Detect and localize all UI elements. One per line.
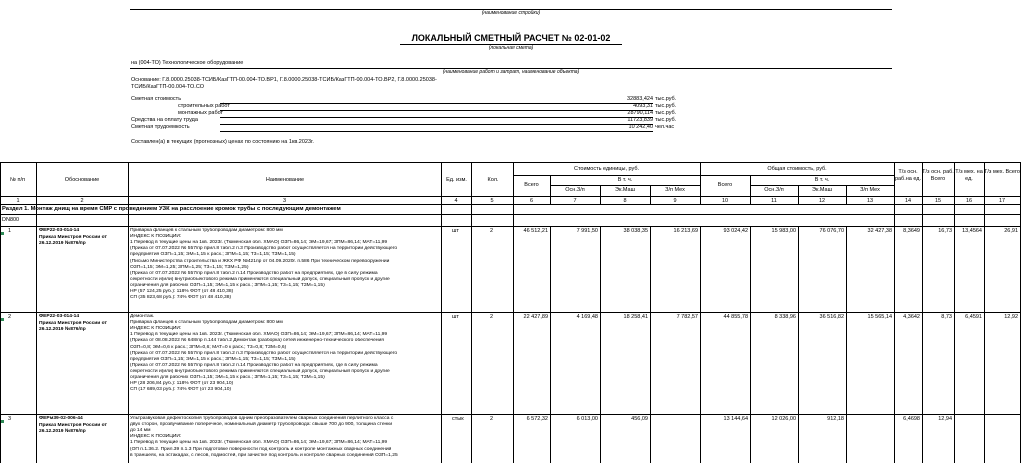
row-description-line: (ОП п.1.36.2. Прил.39 п.1.3 При подготовке поверхности под контроль и контроле монтажных сварных соединений <box>130 446 392 452</box>
row-u-zpm: 7 782,57 <box>676 314 698 320</box>
column-number: 17 <box>998 198 1006 204</box>
column-number: 7 <box>573 198 577 204</box>
row-description-line: ограничения для рабочих ОЗП=1,15; ЭМ=1,15 к расх.; ЗПМ=1,15; Т3=1,15; ТЗМ=1,15) <box>130 375 325 380</box>
cost-unit: тыс.руб. <box>655 103 677 109</box>
row-description-line: НР (57 124,25 руб.): 118% ФОТ (от 48 410,38) <box>130 289 234 294</box>
grid-line <box>0 414 1020 415</box>
cost-underline <box>220 131 653 132</box>
row-basis: ФЕРм39-02-006-44 <box>39 416 83 421</box>
cost-unit: тыс.руб. <box>655 117 677 123</box>
row-t-zpm: 15 565,14 <box>867 314 892 320</box>
row-description-line: предприятия ОЗП=1,15; ЭМ=1,15 к расх.; ЗПМ=1,15; Т3=1,15; ТЗМ=1,15) <box>130 356 296 362</box>
col-total-incl-header: В т. ч. <box>814 177 830 183</box>
cost-value: 10 242,40 <box>628 124 653 130</box>
row-basis: Приказ Минстроя России от <box>39 422 107 428</box>
cost-value: 32883,424 <box>627 96 653 102</box>
work-caption: (наименование работ и затрат, наименование объекта) <box>442 69 580 75</box>
row-description-line: СП (17 689,03 руб.): 74% ФОТ (от 23 904,10) <box>130 387 232 393</box>
row-u-total: 46 512,21 <box>523 228 548 234</box>
row-description-line: (Приказ от 07.07.2022 № 557/пр прил.8 табл.2 п.3 Производство работ осуществляется на территории действующего <box>130 246 398 252</box>
grid-line <box>1020 162 1021 463</box>
row-t-mash: 76 076,70 <box>819 228 844 234</box>
column-number: 15 <box>934 198 942 204</box>
grid-line <box>0 226 1020 227</box>
row-description-line: 1 Перевод в текущие цены на 1кв. 2023г. (Тюменская обл. ХМАО) ОЗП=86,14; ЭМ=19,67; ЗПМ=86,14; МАТ=11,99 <box>130 240 388 246</box>
row-to-ed: 4,3642 <box>903 314 920 320</box>
column-number: 6 <box>529 198 534 204</box>
row-basis: Приказ Минстроя России от <box>39 320 107 326</box>
row-description-line: ИНДЕКС К ПОЗИЦИИ: <box>130 234 182 240</box>
row-qty: 2 <box>490 416 494 422</box>
row-unit: стык <box>452 416 464 422</box>
col-unit-zpm-header: З/п Мех <box>665 187 685 193</box>
row-description-line: (Письмо Министерства строительства и ЖКХ РФ №421пр от 04.09.2020г. п.586 При техническом перевооружении <box>130 258 390 264</box>
row-t-mash: 912,18 <box>827 416 844 422</box>
grid-line <box>650 226 651 463</box>
grid-line <box>513 175 894 176</box>
row-description-line: двух сторон, прозвучивание поперечное, номинальный диаметр трубопровода: свыше 700 до 900, толщина стенки <box>130 422 393 428</box>
row-description-line: ОЗП=1,15; ЭМ=1,25; ЗПМ=1,25; Т3=1,15; ТЗМ=1,25) <box>130 264 249 270</box>
row-number: 3 <box>8 416 12 422</box>
row-t-osn: 12 026,00 <box>771 416 796 422</box>
cost-label: монтажных работ <box>178 110 224 116</box>
col-total-osn-header: Осн.З/п <box>764 187 784 193</box>
cost-value: 4093,31 <box>633 103 653 109</box>
col-tz-mekh-all-header: Т/з мех. Всего <box>984 169 1020 175</box>
row-description-line: 1 Перевод в текущие цены на 1кв. 2023г. (Тюменская обл. ХМАО) ОЗП=86,14; ЭМ=19,67; ЗПМ=86,14; МАТ=11,99 <box>130 440 388 446</box>
grid-line <box>0 162 1 463</box>
grid-line <box>922 162 923 463</box>
column-number: 4 <box>454 198 458 204</box>
row-u-osn: 7 991,50 <box>576 228 598 234</box>
row-t-total: 93 024,42 <box>723 228 748 234</box>
grid-line <box>550 185 700 186</box>
grid-line <box>750 175 751 204</box>
object-caption: (наименование стройки) <box>481 10 541 16</box>
row-description-line: до 14 мм <box>130 428 151 434</box>
row-description-line: (Приказ от 08.08.2022 № 648/пр п.144 табл.2 Демонтаж (разборка) сетей инженерно-технического обеспечения <box>130 338 384 344</box>
row-to-all: 12,94 <box>938 416 952 422</box>
grid-line <box>894 162 895 463</box>
col-unit-total-header: Всего <box>524 182 539 188</box>
row-description-line: (Приказ от 07.07.2022 № 557/пр прил.8 табл.2 п.14 Производство работ на предприятиях, где в силу режима <box>130 362 378 368</box>
row-description-line: секретности и(или) внутриобъектового режима применяются специальный допуск, специальный пропуск и другие <box>130 276 390 282</box>
grid-line <box>954 162 955 463</box>
grid-line <box>471 162 472 463</box>
row-to-ed: 6,4698 <box>903 416 920 422</box>
cell-marker-icon <box>1 232 4 235</box>
row-tm-ed: 13,4564 <box>962 228 982 234</box>
row-description-line: предприятия ОЗП=1,15; ЭМ=1,15 к расх.; ЗПМ=1,15; Т3=1,15; ТЗМ=1,15) <box>130 252 296 258</box>
row-basis: Приказ Минстроя России от <box>39 234 107 240</box>
cell-marker-icon <box>1 420 4 423</box>
subsection-title: DN800 <box>2 217 20 223</box>
row-unit: шт <box>452 314 459 320</box>
col-basis-header: Обоснование <box>64 177 100 183</box>
column-number: 13 <box>866 198 874 204</box>
col-qty-header: Кол. <box>487 177 499 183</box>
col-to-osn-all-header: Т/з осн. раб. Всего <box>922 169 954 182</box>
grid-line <box>750 185 894 186</box>
row-u-total: 6 572,32 <box>526 416 548 422</box>
row-t-total: 13 144,64 <box>723 416 748 422</box>
row-t-osn: 8 338,96 <box>774 314 796 320</box>
cost-label: Сметная трудоемкость <box>131 124 190 130</box>
cost-unit: тыс.руб. <box>655 96 677 102</box>
row-description-line: СП (35 823,68 руб.): 74% ФОТ (от 48 410,38) <box>130 295 232 301</box>
col-name-header: Наименование <box>265 177 305 183</box>
col-unitcost-header: Стоимость единицы, руб. <box>573 166 640 172</box>
grid-line <box>36 162 37 463</box>
grid-line <box>798 185 799 204</box>
row-description-line: НР (28 206,84 руб.): 118% ФОТ (от 23 904,10) <box>130 381 234 387</box>
column-number: 2 <box>80 198 84 204</box>
column-number: 11 <box>771 198 777 204</box>
row-tm-all: 26,91 <box>1004 228 1018 234</box>
row-tm-ed: 6,4591 <box>965 314 982 320</box>
section-title: Раздел 1. Монтаж днищ на время СМР с проведением УЗК на расслоение кромок трубы с последующим демонтажем <box>2 206 341 212</box>
row-description-line: Приварка фланцев к стальным трубопроводам диаметром: 800 мм <box>130 228 283 233</box>
doc-title: ЛОКАЛЬНЫЙ СМЕТНЫЙ РАСЧЕТ № 02-01-02 <box>411 33 611 43</box>
col-total-mash-header: Эк.Маш <box>811 187 832 193</box>
row-u-osn: 4 169,48 <box>576 314 598 320</box>
row-basis: 26.12.2019 №876/пр <box>39 429 86 435</box>
row-number: 1 <box>8 228 12 234</box>
row-to-ed: 8,3649 <box>903 228 920 234</box>
grid-line <box>650 185 651 204</box>
grid-line <box>846 185 847 204</box>
grid-line <box>0 312 1020 313</box>
column-number: 3 <box>282 198 287 204</box>
grid-line <box>0 162 1020 163</box>
row-t-total: 44 855,78 <box>723 314 748 320</box>
row-qty: 2 <box>490 314 494 320</box>
work-name: на (004-ТО) Технологическое оборудование <box>131 60 244 66</box>
col-total-zpm-header: З/п Мех <box>860 187 880 193</box>
cost-label: Сметная стоимость <box>131 96 182 102</box>
col-total-total-header: Всего <box>717 182 733 188</box>
row-to-all: 16,73 <box>938 228 952 234</box>
grid-line <box>700 162 701 204</box>
row-t-mash: 36 516,82 <box>819 314 844 320</box>
grid-line <box>600 185 601 204</box>
row-basis: 26.12.2019 №876/пр <box>39 241 86 247</box>
row-number: 2 <box>8 314 12 320</box>
grid-line <box>441 162 442 463</box>
grid-line <box>0 214 1020 215</box>
row-description-line: Приварка фланцев к стальным трубопроводам диаметром: 800 мм <box>130 320 283 326</box>
grid-line <box>0 204 1020 205</box>
column-number: 9 <box>673 198 677 204</box>
row-description-line: 1 Перевод в текущие цены на 1кв. 2023г. (Тюменская обл. ХМАО) ОЗП=86,14; ЭМ=19,67; ЗПМ=86,14; МАТ=11,99 <box>130 332 388 338</box>
grid-line <box>700 226 701 463</box>
row-basis: ФЕР22-03-014-14 <box>39 314 80 319</box>
row-u-total: 22 427,89 <box>523 314 548 320</box>
row-description-line: (Приказ от 07.07.2022 № 557/пр прил.8 табл.2 п.14 Производство работ на предприятиях, где в силу режима <box>130 270 378 276</box>
column-number: 12 <box>818 198 826 204</box>
col-unit-incl-header: В т. ч. <box>617 177 633 183</box>
row-t-zpm: 32 427,38 <box>867 228 892 234</box>
grid-line <box>750 226 751 463</box>
grid-line <box>128 162 129 463</box>
basis-line-2: ТСИБ/КазГТП-00.004-ТО.СО <box>131 84 204 90</box>
column-number: 16 <box>965 198 973 204</box>
prices-note: Составлен(а) в текущих (прогнозных) ценах по состоянию на 1кв.2023г. <box>131 139 314 145</box>
grid-line <box>513 162 514 463</box>
cost-unit: чел.час <box>655 124 675 130</box>
row-to-all: 8,73 <box>941 314 952 320</box>
grid-line <box>984 162 985 463</box>
col-to-osn-ed-header: Т/з осн. раб.на ед. <box>894 169 922 182</box>
row-description-line: ИНДЕКС К ПОЗИЦИИ: <box>130 326 182 332</box>
grid-line <box>550 175 551 204</box>
row-u-mash: 18 258,41 <box>623 314 648 320</box>
column-number: 10 <box>721 198 729 204</box>
col-totalcost-header: Общая стоимость, руб. <box>767 166 827 172</box>
column-number: 1 <box>16 198 20 204</box>
grid-line <box>846 226 847 463</box>
col-unit-osn-header: Осн.З/п <box>565 187 585 193</box>
column-number: 5 <box>490 198 494 204</box>
row-description-line: в траншеях, на эстакадах, с лесов, подмостей, при зачистке под контроль и контроле сварных соединений ОЗП=1,25 <box>130 452 398 458</box>
col-unit-mash-header: Эк.Маш <box>614 187 635 193</box>
row-description-line: Ультразвуковая дефектоскопия трубопроводов одним преобразователем сварных соединений перлитного класса с <box>130 416 394 421</box>
row-u-osn: 6 013,00 <box>576 416 598 422</box>
row-u-mash: 38 038,35 <box>623 228 648 234</box>
row-qty: 2 <box>490 228 494 234</box>
cost-value: 28790,114 <box>627 110 653 116</box>
grid-line <box>798 226 799 463</box>
column-number: 14 <box>904 198 912 204</box>
cost-unit: тыс.руб. <box>655 110 677 116</box>
row-u-zpm: 16 213,69 <box>673 228 698 234</box>
col-unit-header: Ед. изм. <box>446 177 467 183</box>
col-npp-header: № п/п <box>10 177 25 183</box>
row-unit: шт <box>452 228 459 234</box>
cell-marker-icon <box>1 318 4 321</box>
row-description-line: (Приказ от 07.07.2022 № 557/пр прил.8 табл.2 п.3 Производство работ осуществляется на территории действующего <box>130 350 398 356</box>
row-description-line: ограничения для рабочих ОЗП=1,15; ЭМ=1,15 к расх.; ЗПМ=1,15; Т3=1,15; ТЗМ=1,15) <box>130 282 325 288</box>
row-u-mash: 456,09 <box>631 416 648 422</box>
row-description-line: секретности и(или) внутриобъектового режима применяются специальный допуск, специальный пропуск и другие <box>130 368 390 374</box>
cost-value: 11723,839 <box>627 117 653 123</box>
grid-line <box>600 226 601 463</box>
row-description-line: ОЗП=0,8; ЭМ=0,6 к расх.; ЗПМ=0,6; МАТ=0 к расх.; Т3=0,8; ТЗМ=0,6) <box>130 344 287 350</box>
basis-line-1: Основание: Г.8.0000.25038-ТСИБ/КазГТП-00.004-ТО.ВР1, Г.8.0000.25038-ТСИБ/КазГТП-00.004-ТО.ВР2, Г.8.0000.25038- <box>131 77 437 83</box>
row-basis: ФЕР22-03-014-14 <box>39 228 80 233</box>
row-description-line: Демонтаж. <box>130 314 155 319</box>
row-description-line: ИНДЕКС К ПОЗИЦИИ: <box>130 434 182 440</box>
col-tz-mekh-ed-header: Т/з мех. на ед. <box>955 169 983 182</box>
row-t-osn: 15 983,00 <box>771 228 796 234</box>
grid-line <box>550 226 551 463</box>
grid-line <box>0 196 1020 197</box>
row-basis: 26.12.2019 №876/пр <box>39 327 86 333</box>
title-caption: (локальная смета) <box>488 45 534 51</box>
cost-label: Средства на оплату труда <box>131 117 198 123</box>
cost-label: строительных работ <box>178 103 230 109</box>
column-number: 8 <box>623 198 627 204</box>
row-tm-all: 12,92 <box>1004 314 1018 320</box>
